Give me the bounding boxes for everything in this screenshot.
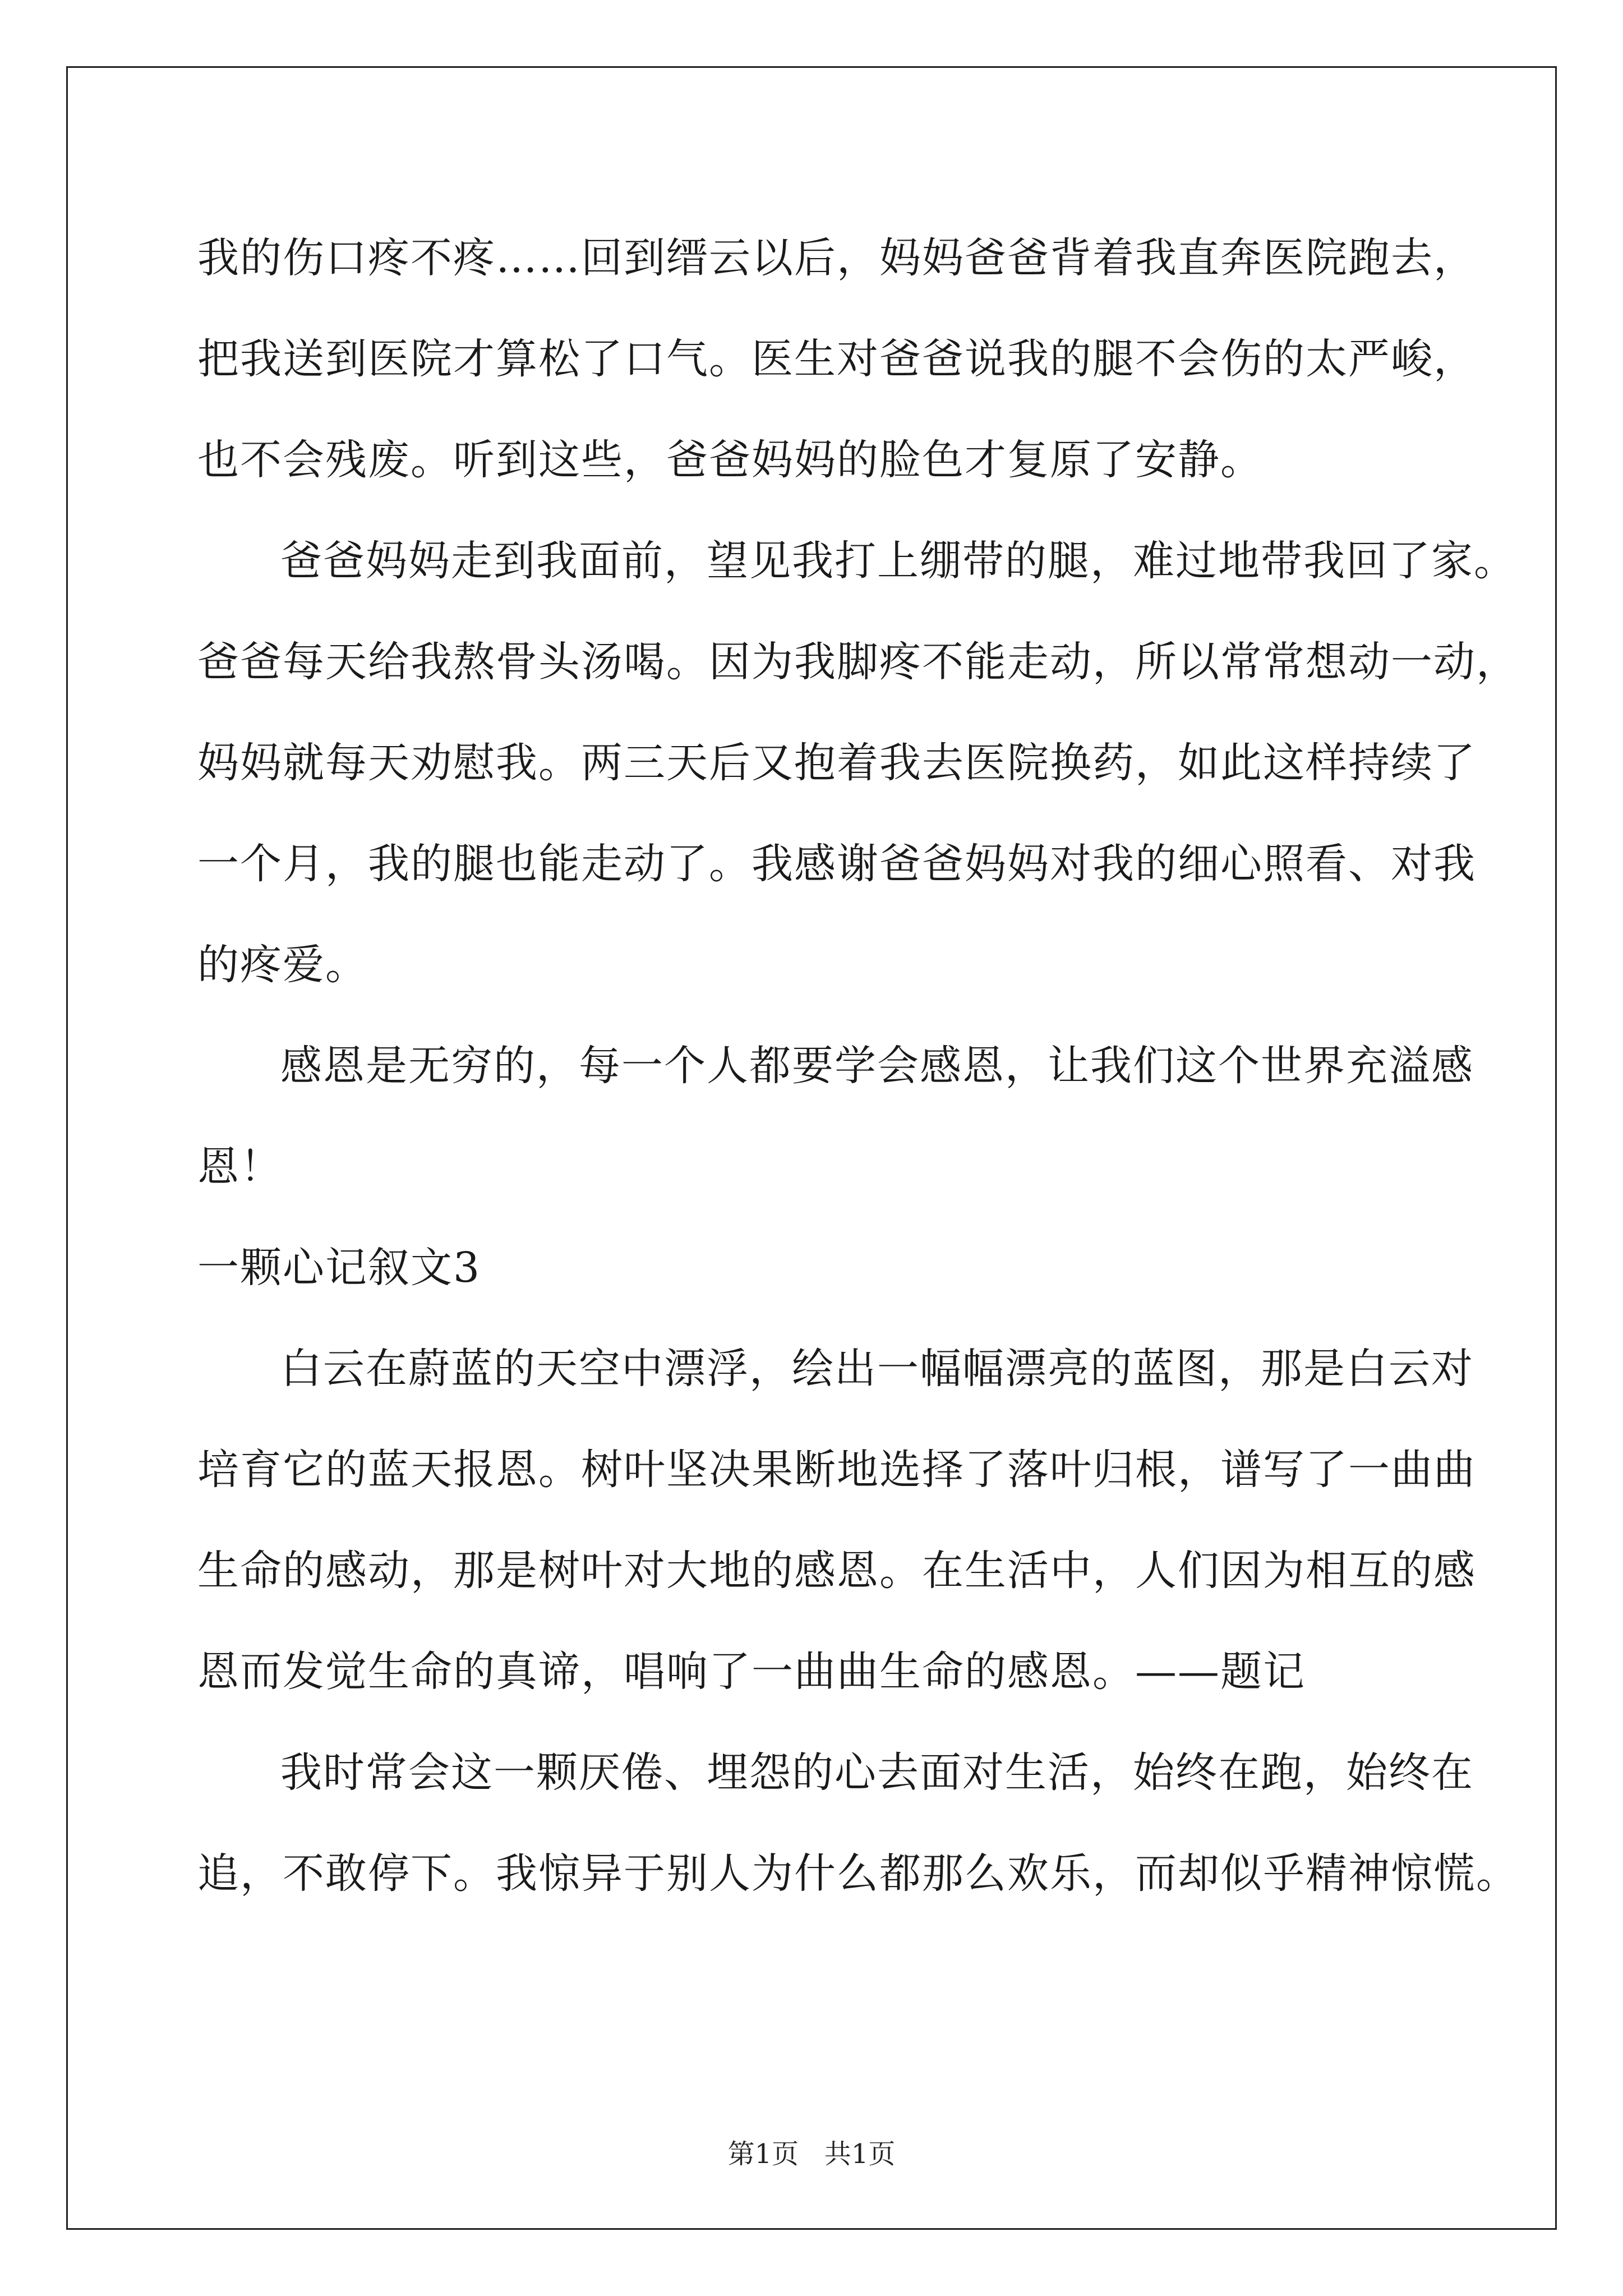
paragraph-start-line: 我时常会这一颗厌倦、埋怨的心去面对生活，始终在跑，始终在 [280,1749,1474,1797]
text-line: 一个月，我的腿也能走动了。我感谢爸爸妈妈对我的细心照看、对我 [197,840,1476,888]
text-line: 也不会残废。听到这些，爸爸妈妈的脸色才复原了安静。 [197,436,1263,484]
text-line: 我的伤口疼不疼……回到缙云以后，妈妈爸爸背着我直奔医院跑去， [197,234,1476,282]
text-line: 恩而发觉生命的真谛，唱响了一曲曲生命的感恩。——题记 [197,1648,1306,1696]
paragraph-start-line: 白云在蔚蓝的天空中漂浮，绘出一幅幅漂亮的蓝图，那是白云对 [280,1345,1474,1393]
text-line: 的疼爱。 [197,941,368,989]
text-line: 把我送到医院才算松了口气。医生对爸爸说我的腿不会伤的太严峻， [197,335,1476,383]
document-body [197,208,1519,1924]
page-number-current: 第1页 [727,2138,799,2170]
text-line: 妈妈就每天劝慰我。两三天后又抱着我去医院换药，如此这样持续了 [197,739,1476,787]
page-footer [0,2137,1623,2171]
section-heading: 一颗心记叙文3 [197,1244,481,1292]
text-line: 生命的感动，那是树叶对大地的感恩。在生活中，人们因为相互的感 [197,1547,1476,1595]
page-number-total: 共1页 [824,2138,896,2170]
text-line: 培育它的蓝天报恩。树叶坚决果断地选择了落叶归根，谱写了一曲曲 [197,1446,1476,1494]
text-line: 恩！ [197,1143,283,1191]
text-line: 追，不敢停下。我惊异于别人为什么都那么欢乐，而却似乎精神惊慌。 [197,1849,1519,1898]
paragraph-start-line: 爸爸妈妈走到我面前，望见我打上绷带的腿，难过地带我回了家。 [280,537,1516,585]
text-line: 爸爸每天给我熬骨头汤喝。因为我脚疼不能走动，所以常常想动一动， [197,638,1519,686]
paragraph-start-line: 感恩是无穷的，每一个人都要学会感恩，让我们这个世界充溢感 [280,1042,1474,1090]
